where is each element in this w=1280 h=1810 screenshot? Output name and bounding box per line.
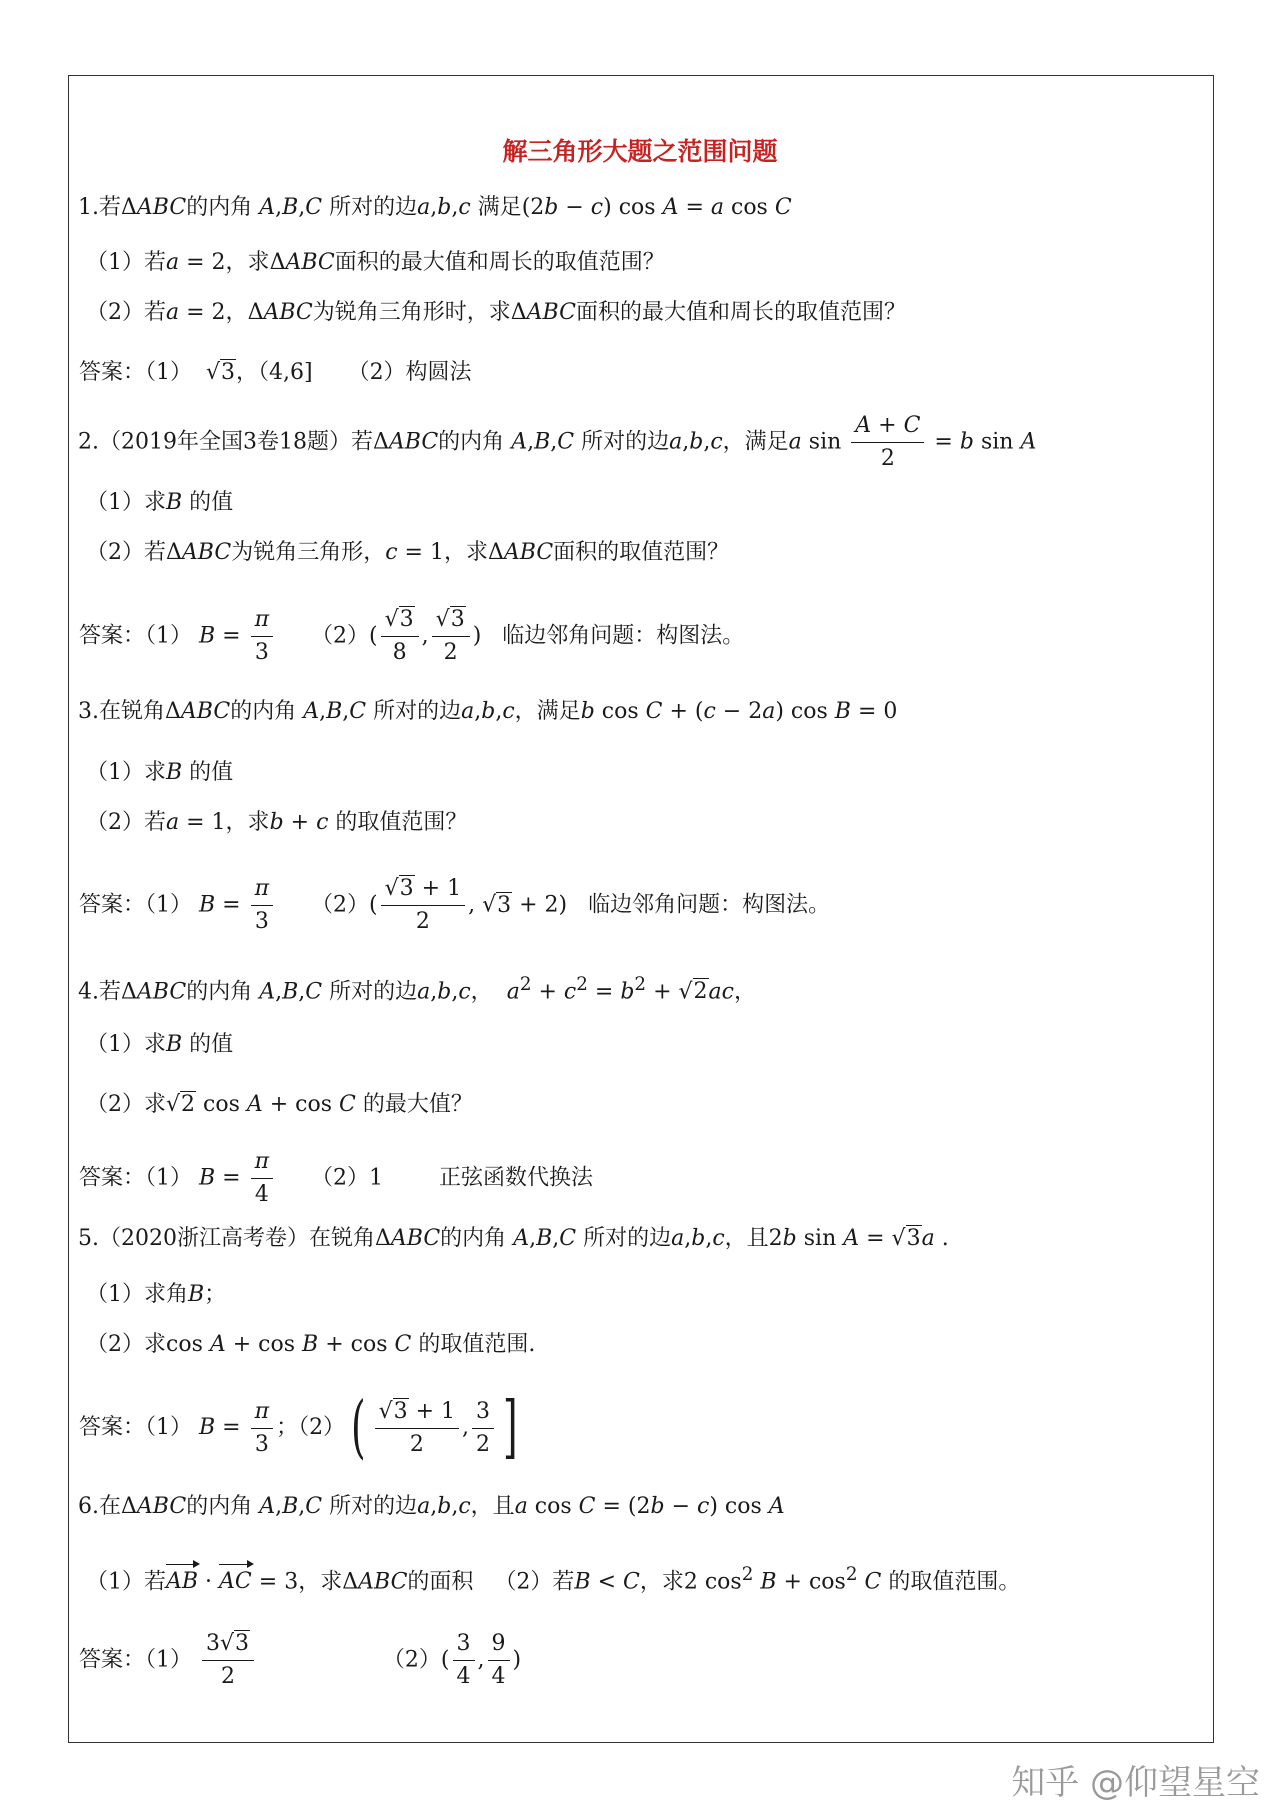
problem-5-stem: 5.（2020浙江高考卷）在锐角ΔABC的内角 A,B,C 所对的边a,b,c，且2b sin A = √3a . — [78, 1226, 949, 1251]
problem-4-stem: 4.若ΔABC的内角 A,B,C 所对的边a,b,c， $a^2 + c^2 = b^2 + √2ac$， — [78, 974, 756, 1005]
problem-2-part-2: （2）若ΔABC为锐角三角形，c = 1，求ΔABC面积的取值范围？ — [86, 540, 730, 565]
problem-2-part-1: （1）求B 的值 — [86, 490, 234, 515]
problem-4-part-2: （2）求√2 cos A + cos C 的最大值？ — [86, 1092, 473, 1117]
problem-1-stem: 1.若ΔABC的内角 A,B,C 所对的边a,b,c 满足(2b − c) cos A = a cos C — [78, 195, 792, 220]
problem-3-part-1: （1）求B 的值 — [86, 760, 234, 785]
problem-6-answer: 答案：（1） $\frac{3√3}{2}$ （2）( $\frac{3}{4}$ , $\frac{9}{4}$ ) — [79, 1631, 522, 1689]
problem-6-stem: 6.在ΔABC的内角 A,B,C 所对的边a,b,c，且a cos C = (2b − c) cos A — [78, 1494, 785, 1519]
problem-4-answer: 答案：（1） B = $\frac{\pi}{4}$ （2）1 正弦函数代换法 — [79, 1149, 593, 1207]
problem-2-answer: 答案：（1） B = $\frac{\pi}{3}$ （2）( $\frac{√3}{8}$ , $\frac{√3}{2}$ ) 临边邻角问题：构图法。 — [79, 607, 745, 665]
problem-5-part-1: （1）求角B； — [86, 1282, 227, 1307]
problem-1-part-2: （2）若a = 2，ΔABC为锐角三角形时，求ΔABC面积的最大值和周长的取值范围？ — [86, 300, 906, 325]
problem-5-answer: 答案：（1） B = $\frac{\pi}{3}$ ；（2）( $\frac{√3 + 1}{2}$ , $\frac{3}{2}$ ] — [79, 1388, 518, 1467]
problem-1-part-1: （1）若a = 2，求ΔABC面积的最大值和周长的取值范围？ — [86, 250, 665, 275]
problem-1-answer: 答案：（1） √3，（4,6] （2）构圆法 — [79, 360, 472, 385]
problem-2-stem: 2.（2019年全国3卷18题）若ΔABC的内角 A,B,C 所对的边a,b,c，满足a sin $\frac{A + C}{2}$ = b sin A — [78, 413, 1037, 471]
problem-5-part-2: （2）求cos A + cos B + cos C 的取值范围. — [86, 1332, 536, 1357]
watermark: 知乎 @仰望星空 — [1011, 1763, 1260, 1803]
problem-3-stem: 3.在锐角ΔABC的内角 A,B,C 所对的边a,b,c，满足b cos C + (c − 2a) cos B = 0 — [78, 699, 898, 724]
problem-3-answer: 答案：（1） B = $\frac{\pi}{3}$ （2）( $\frac{√3 + 1}{2}$ , √3 + 2) 临边邻角问题：构图法。 — [79, 876, 831, 934]
page-title: 解三角形大题之范围问题 — [502, 137, 778, 166]
problem-3-part-2: （2）若a = 1，求b + c 的取值范围？ — [86, 810, 468, 835]
problem-4-part-1: （1）求B 的值 — [86, 1032, 234, 1057]
problem-6-parts: （1）若AB · AC = 3，求ΔABC的面积 （2）若B < C，求2 $\cos^2 B + \cos^2 C$ 的取值范围。 — [86, 1560, 1210, 1597]
